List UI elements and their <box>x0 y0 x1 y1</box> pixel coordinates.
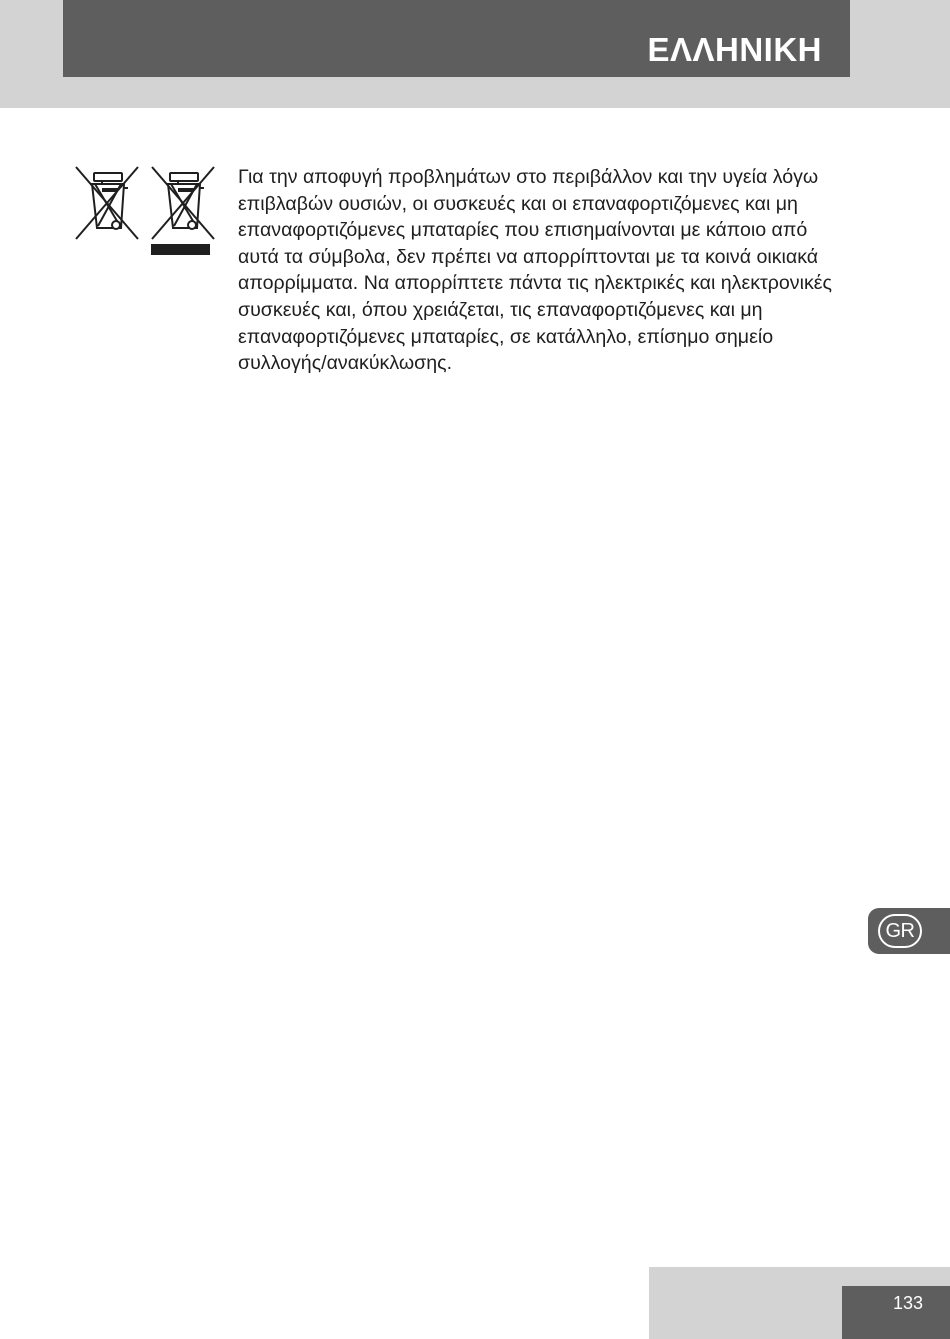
crossed-out-wheelie-bin-icon <box>76 167 138 239</box>
language-tab <box>868 908 950 954</box>
disposal-symbols <box>72 162 218 262</box>
language-code-badge: GR <box>878 914 922 948</box>
text-line: συσκευές και, όπου χρειάζεται, τις επαναφορτιζόμενες και μη <box>238 298 763 321</box>
crossed-out-wheelie-bin-with-bar-icon <box>151 167 214 255</box>
header-bar <box>63 0 850 77</box>
disposal-instructions <box>238 164 838 377</box>
page-number: 133 <box>892 1293 923 1313</box>
text-line: συλλογής/ανακύκλωσης. <box>238 352 453 375</box>
language-section-title: ΕΛΛΗΝΙΚΗ <box>647 31 822 68</box>
text-line: επαναφορτιζόμενες μπαταρίες που επισημαίνονται με κάποιο από <box>238 219 808 242</box>
text-line: επαναφορτιζόμενες μπαταρίες, σε κατάλληλο, επίσημο σημείο <box>238 325 774 348</box>
text-line: απορρίμματα. Να απορρίπτετε πάντα τις ηλεκτρικές και ηλεκτρονικές <box>238 272 832 295</box>
text-line: αυτά τα σύμβολα, δεν πρέπει να απορρίπτονται με τα κοινά οικιακά <box>238 245 819 268</box>
text-line: επιβλαβών ουσιών, οι συσκευές και οι επαναφορτιζόμενες και μη <box>238 192 798 215</box>
text-line: Για την αποφυγή προβλημάτων στο περιβάλλον και την υγεία λόγω <box>238 166 819 188</box>
page-number-box <box>842 1286 950 1339</box>
